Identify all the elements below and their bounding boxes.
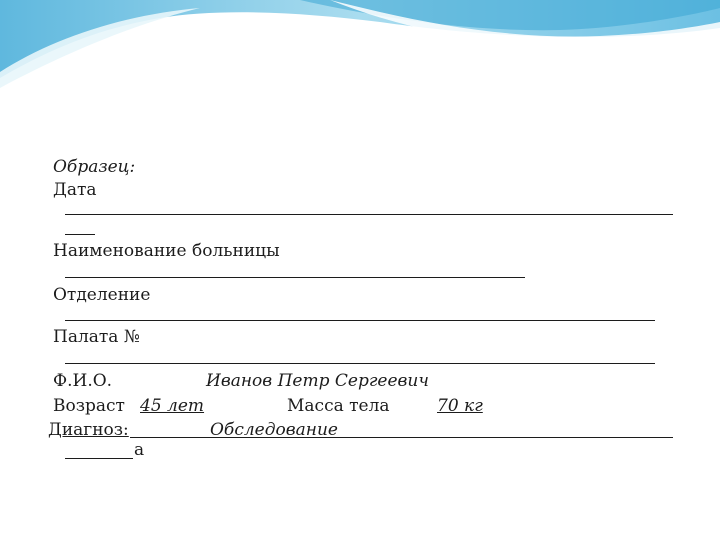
sample-label: Образец: — [53, 157, 136, 177]
age-value: 45 лет — [140, 396, 205, 416]
hospital-line — [65, 277, 525, 278]
trailing-letter: а — [134, 440, 145, 460]
department-line — [65, 320, 655, 321]
weight-value: 70 кг — [437, 396, 483, 416]
fio-value: Иванов Петр Сергеевич — [206, 371, 429, 391]
trailing-line — [65, 458, 133, 459]
hospital-label: Наименование больницы — [53, 241, 280, 261]
diagnosis-value: Обследование — [210, 420, 338, 440]
diagnosis-label: Диагноз: — [48, 420, 129, 440]
ward-line — [65, 363, 655, 364]
date-label: Дата — [53, 180, 97, 200]
department-label: Отделение — [53, 285, 151, 305]
weight-label: Масса тела — [287, 396, 390, 416]
fio-label: Ф.И.О. — [53, 371, 113, 391]
header-wave-decoration — [0, 0, 720, 90]
ward-label: Палата № — [53, 327, 140, 347]
date-line — [65, 214, 673, 215]
age-label: Возраст — [53, 396, 125, 416]
date-line-continuation — [65, 234, 95, 235]
